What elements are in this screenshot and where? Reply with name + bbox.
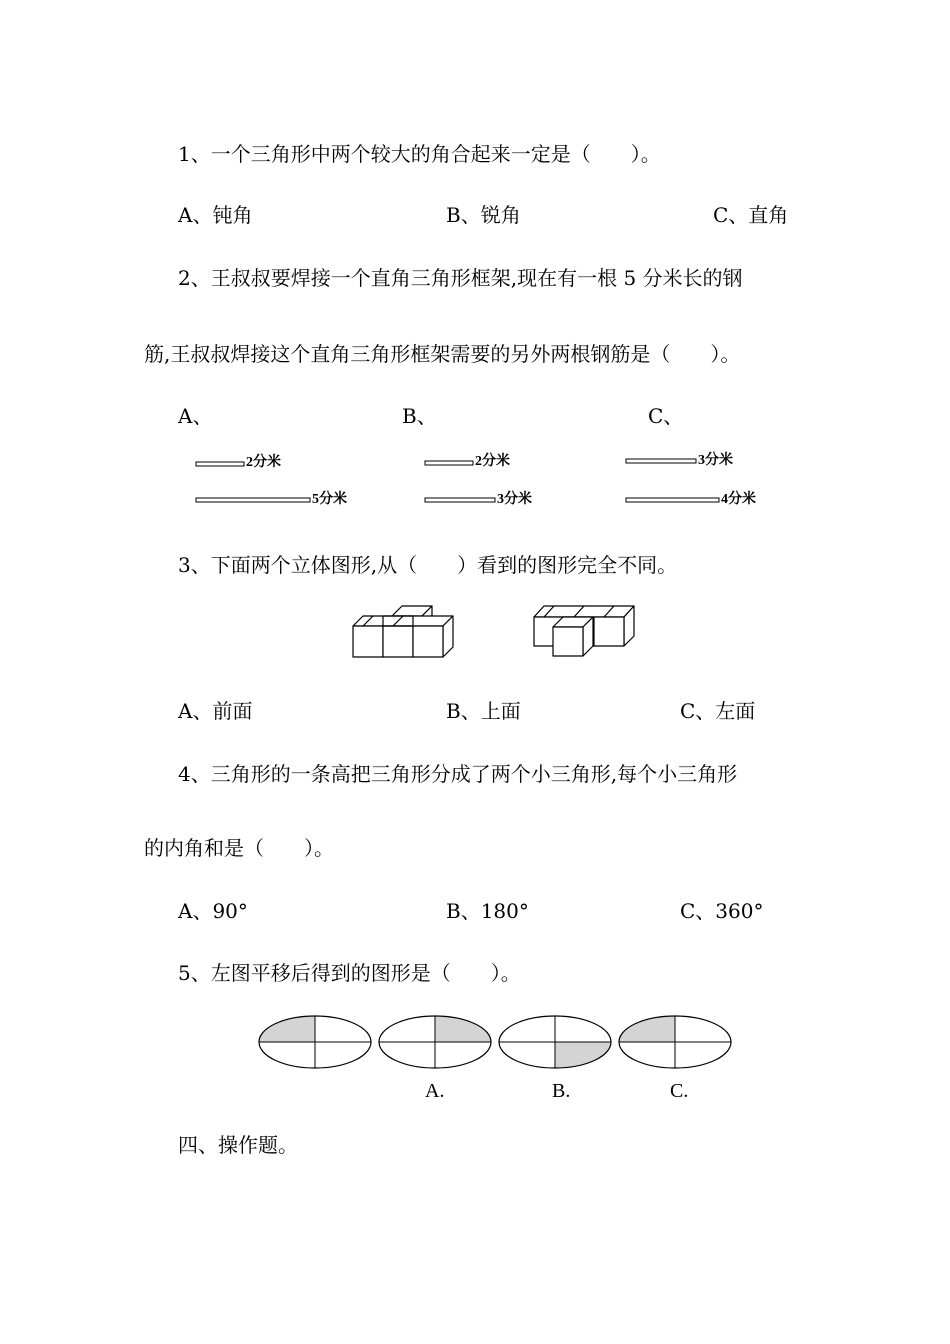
ellipse-original — [259, 1016, 371, 1068]
q4-option-b: B、180° — [446, 899, 529, 923]
rod-a2-label: 5分米 — [312, 492, 347, 507]
ellipse-option-b — [499, 1016, 611, 1068]
ellipse-label-a: A. — [425, 1080, 445, 1102]
ellipse-option-c — [619, 1016, 731, 1068]
q1-option-c: C、直角 — [713, 203, 789, 227]
q3-option-c: C、左面 — [680, 699, 756, 723]
q3-text: 3、下面两个立体图形,从（ ）看到的图形完全不同。 — [178, 553, 678, 577]
q2-option-b-label: B、 — [402, 404, 437, 428]
rod-c2-label: 4分米 — [721, 492, 756, 507]
ellipse-option-a — [379, 1016, 491, 1068]
rod-b2-label: 3分米 — [497, 492, 532, 507]
ellipse-label-c: C. — [670, 1080, 689, 1102]
q4-option-c: C、360° — [680, 899, 764, 923]
q2-line1: 2、王叔叔要焊接一个直角三角形框架,现在有一根 5 分米长的钢 — [178, 266, 743, 290]
q2-line2: 筋,王叔叔焊接这个直角三角形框架需要的另外两根钢筋是（ ）。 — [144, 342, 741, 366]
q4-line2: 的内角和是（ ）。 — [144, 836, 334, 860]
q1-text: 1、一个三角形中两个较大的角合起来一定是（ ）。 — [178, 142, 661, 166]
q2-option-c-label: C、 — [648, 404, 684, 428]
q3-option-b: B、上面 — [446, 699, 521, 723]
rod-c1-label: 3分米 — [698, 453, 733, 468]
rod-a1-label: 2分米 — [246, 455, 281, 470]
q3-option-a: A、前面 — [178, 699, 253, 723]
q4-line1: 4、三角形的一条高把三角形分成了两个小三角形,每个小三角形 — [178, 762, 738, 786]
q2-option-a-label: A、 — [178, 404, 213, 428]
q1-option-a: A、钝角 — [178, 203, 253, 227]
q1-option-b: B、锐角 — [446, 203, 521, 227]
q4-option-a: A、90° — [178, 899, 248, 923]
section-4-heading: 四、操作题。 — [178, 1133, 298, 1157]
ellipse-label-b: B. — [552, 1080, 571, 1102]
q5-text: 5、左图平移后得到的图形是（ ）。 — [178, 961, 521, 985]
rod-b1-label: 2分米 — [475, 454, 510, 469]
